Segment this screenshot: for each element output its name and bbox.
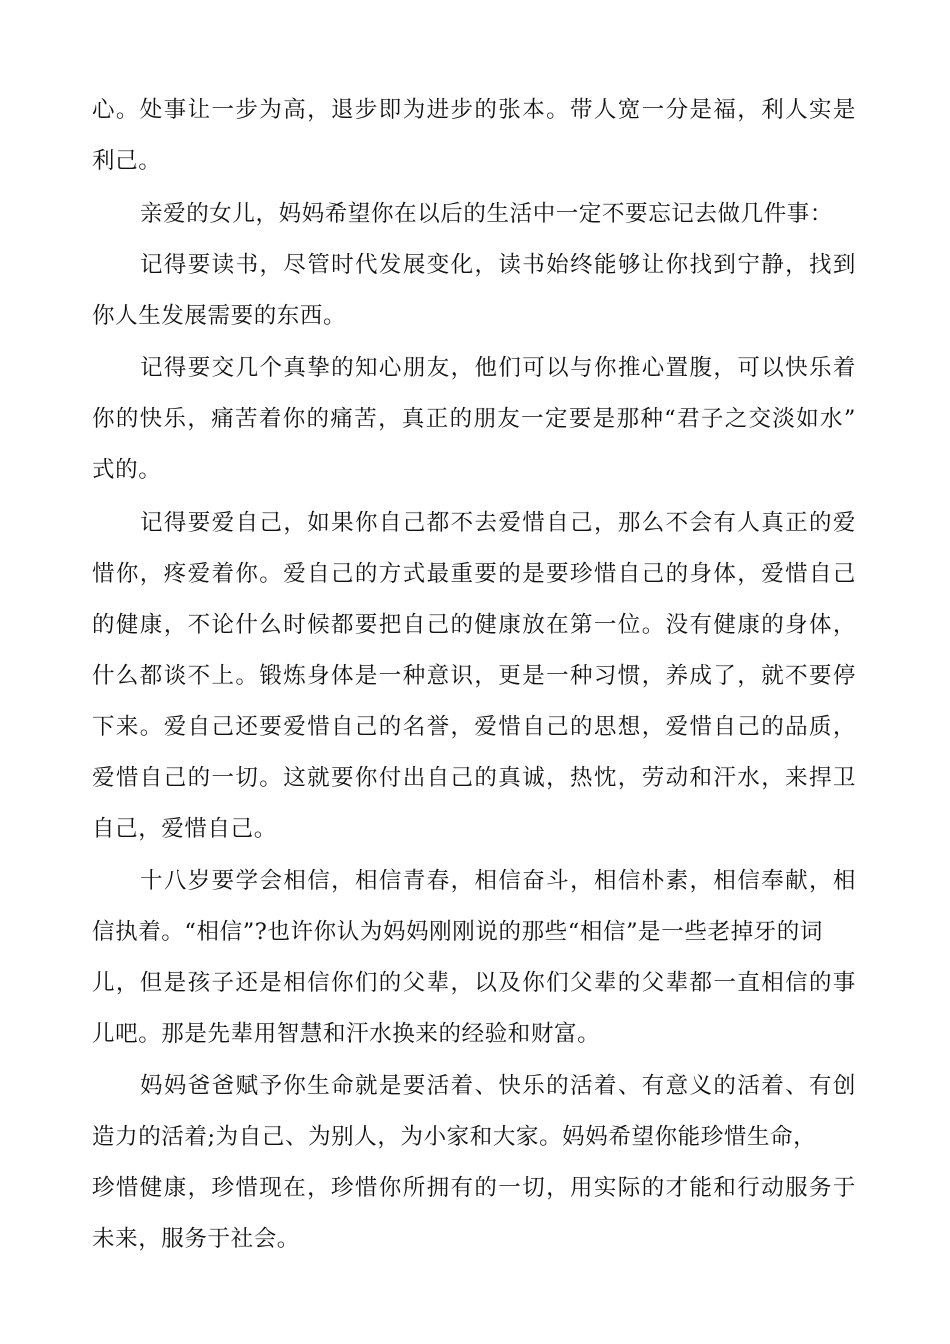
text-line: 惜你，疼爱着你。爱自己的方式最重要的是要珍惜自己的身体，爱惜自己 <box>92 561 856 587</box>
text-line: 爱惜自己的一切。这就要你付出自己的真诚，热忱，劳动和汗水，来捍卫 <box>92 765 856 791</box>
text-line: 自己，爱惜自己。 <box>92 816 277 842</box>
text-line: 十八岁要学会相信，相信青春，相信奋斗，相信朴素，相信奉献，相 <box>140 868 856 894</box>
text-line: 儿吧。那是先辈用智慧和汗水换来的经验和财富。 <box>92 1021 601 1047</box>
text-line: 的健康，不论什么时候都要把自己的健康放在第一位。没有健康的身体， <box>92 612 856 638</box>
text-line: 造力的活着;为自己、为别人，为小家和大家。妈妈希望你能珍惜生命， <box>92 1124 817 1150</box>
text-line: 什么都谈不上。锻炼身体是一种意识，更是一种习惯，养成了，就不要停 <box>92 663 856 689</box>
text-line: 式的。 <box>92 457 162 483</box>
text-line: 信执着。“相信”?也许你认为妈妈刚刚说的那些“相信”是一些老掉牙的词 <box>92 919 823 945</box>
text-line: 未来，服务于社会。 <box>92 1226 300 1252</box>
text-line: 心。处事让一步为高，退步即为进步的张本。带人宽一分是福，利人实是 <box>92 97 856 123</box>
text-line: 利己。 <box>92 148 162 174</box>
text-line: 儿，但是孩子还是相信你们的父辈，以及你们父辈的父辈都一直相信的事 <box>92 970 856 996</box>
text-line: 记得要读书，尽管时代发展变化，读书始终能够让你找到宁静，找到 <box>140 252 856 278</box>
text-line: 妈妈爸爸赋予你生命就是要活着、快乐的活着、有意义的活着、有创 <box>140 1073 856 1099</box>
text-line: 记得要爱自己，如果你自己都不去爱惜自己，那么不会有人真正的爱 <box>140 510 856 536</box>
text-line: 记得要交几个真挚的知心朋友，他们可以与你推心置腹，可以快乐着 <box>140 355 856 381</box>
text-line: 亲爱的女儿，妈妈希望你在以后的生活中一定不要忘记去做几件事： <box>140 201 834 227</box>
text-line: 你的快乐，痛苦着你的痛苦，真正的朋友一定要是那种“君子之交淡如水” <box>92 406 856 432</box>
text-line: 下来。爱自己还要爱惜自己的名誉，爱惜自己的思想，爱惜自己的品质， <box>92 714 856 740</box>
text-line: 珍惜健康，珍惜现在，珍惜你所拥有的一切，用实际的才能和行动服务于 <box>92 1175 856 1201</box>
text-line: 你人生发展需要的东西。 <box>92 303 347 329</box>
